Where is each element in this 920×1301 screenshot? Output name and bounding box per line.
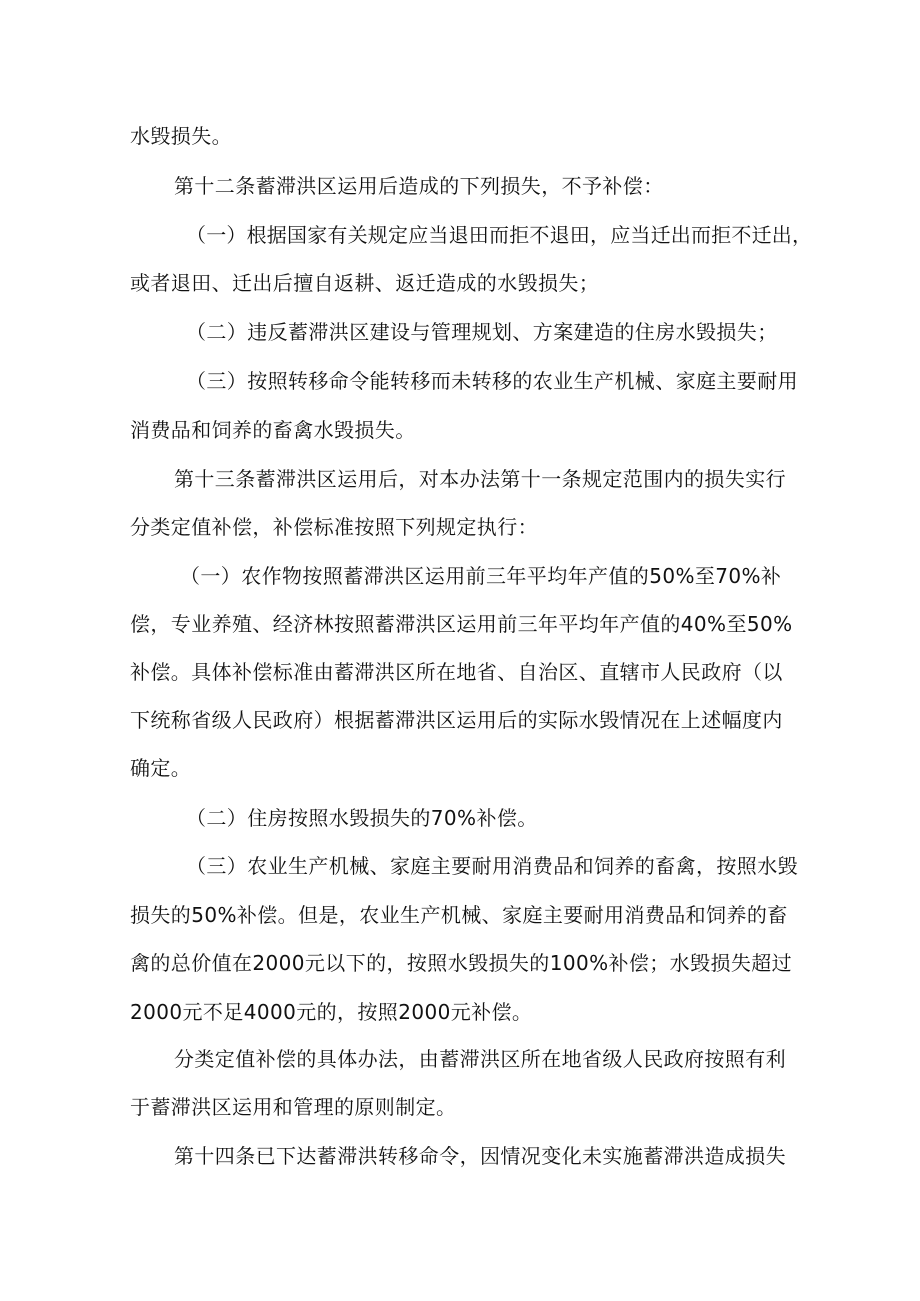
text-line: 偿，专业养殖、经济林按照蓄滞洪区运用前三年平均年产值的40%至50% <box>130 612 793 636</box>
text-line: 于蓄滞洪区运用和管理的原则制定。 <box>130 1095 457 1119</box>
text-line: （三）农业生产机械、家庭主要耐用消费品和饲养的畜禽，按照水毁 <box>186 854 798 878</box>
article-13-heading: 第十三条蓄滞洪区运用后，对本办法第十一条规定范围内的损失实行 <box>174 467 786 491</box>
text-line: 或者退田、迁出后擅自返耕、返迁造成的水毁损失； <box>130 271 600 295</box>
text-line: 下统称省级人民政府）根据蓄滞洪区运用后的实际水毁情况在上述幅度内 <box>130 708 783 732</box>
text-line: （一）农作物按照蓄滞洪区运用前三年平均年产值的50%至70%补 <box>180 564 782 588</box>
text-line: 分类定值补偿，补偿标准按照下列规定执行： <box>130 515 538 539</box>
text-line: 分类定值补偿的具体办法，由蓄滞洪区所在地省级人民政府按照有利 <box>174 1047 786 1071</box>
text-line: （一）根据国家有关规定应当退田而拒不退田，应当迁出而拒不迁出， <box>186 223 813 247</box>
text-line: 2000元不足4000元的，按照2000元补偿。 <box>130 1000 533 1024</box>
text-line: 补偿。具体补偿标准由蓄滞洪区所在地省、自治区、直辖市人民政府（以 <box>130 660 783 684</box>
text-line: 确定。 <box>130 756 192 780</box>
text-line: 禽的总价值在2000元以下的，按照水毁损失的100%补偿；水毁损失超过 <box>130 951 793 975</box>
article-12-heading: 第十二条蓄滞洪区运用后造成的下列损失，不予补偿： <box>174 174 664 198</box>
text-line: 损失的50%补偿。但是，农业生产机械、家庭主要耐用消费品和饲养的畜 <box>130 903 788 927</box>
text-line: 水毁损失。 <box>130 124 232 148</box>
article-14-heading: 第十四条已下达蓄滞洪转移命令，因情况变化未实施蓄滞洪造成损失 <box>174 1144 786 1168</box>
text-line: 消费品和饲养的畜禽水毁损失。 <box>130 418 416 442</box>
text-line: （三）按照转移命令能转移而未转移的农业生产机械、家庭主要耐用 <box>186 369 798 393</box>
text-line: （二）住房按照水毁损失的70%补偿。 <box>186 806 538 830</box>
text-line: （二）违反蓄滞洪区建设与管理规划、方案建造的住房水毁损失； <box>186 320 778 344</box>
